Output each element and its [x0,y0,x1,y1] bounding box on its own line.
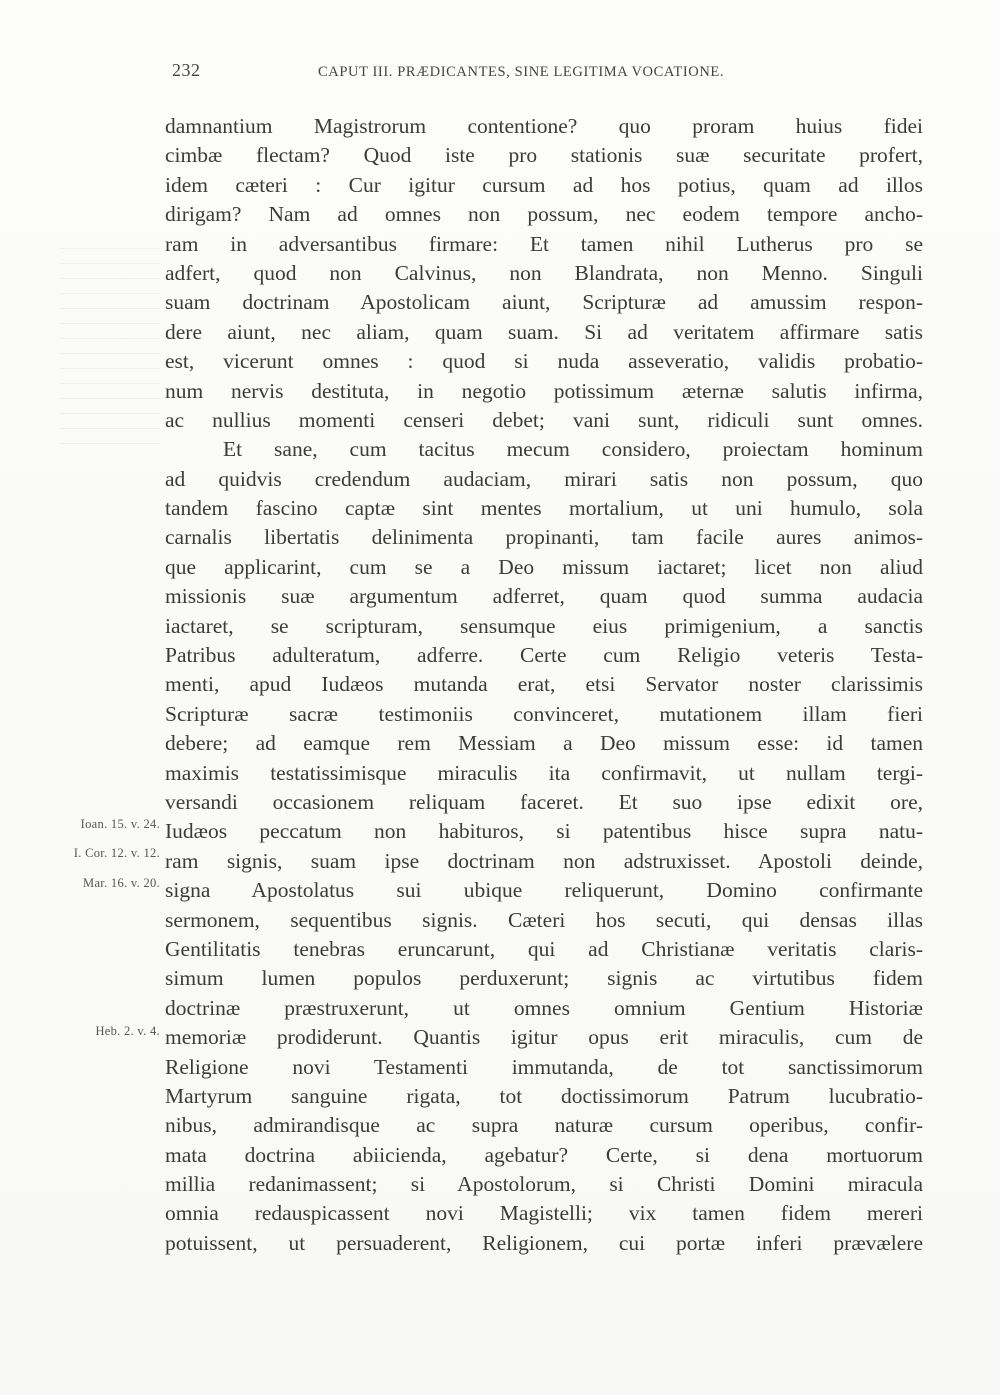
text-line: ac nullius momenti censeri debet; vani sunt, ridiculi sunt omnes. [165,407,923,432]
text-line: dirigam? Nam ad omnes non possum, nec eodem tempore ancho- [165,202,923,227]
margin-note-reference: Heb. 2. v. 4. [95,1024,160,1038]
text-line: maximis testatissimisque miraculis ita confirmavit, ut nullam tergi- [165,760,923,785]
text-line: nibus, admirandisque ac supra naturæ cursum operibus, confir- [165,1113,923,1138]
text-line: millia redanimassent; si Apostolorum, si Christi Domini miracula [165,1172,923,1197]
text-line: damnantium Magistrorum contentione? quo proram huius fidei [165,114,923,138]
margin-note-reference: Ioan. 15. v. 24. [80,817,160,831]
text-line: cimbæ flectam? Quod iste pro stationis suæ securitate profert, [165,143,923,168]
text-line: num nervis destituta, in negotio potissimum æternæ salutis infirma, [165,378,923,403]
text-line: Iudæos peccatum non habituros, si patentibus hisce supra natu- [165,819,923,844]
text-line: omnia redauspicassent novi Magistelli; vix tamen fidem mereri [165,1201,923,1226]
text-line: suam doctrinam Apostolicam aiunt, Scripturæ ad amussim respon- [165,290,923,315]
text-line: doctrinæ præstruxerunt, ut omnes omnium Gentium Historiæ [165,995,923,1020]
margin-note-reference: Mar. 16. v. 20. [83,876,160,890]
text-line: Religione novi Testamenti immutanda, de tot sanctissimorum [165,1054,923,1079]
text-line: ram signis, suam ipse doctrinam non adstruxisset. Apostoli deinde, [165,848,923,873]
text-line: signa Apostolatus sui ubique reliquerunt, Domino confirmante [165,878,923,903]
text-line: potuissent, ut persuaderent, Religionem, cui portæ inferi prævælere [165,1230,923,1255]
text-line: sermonem, sequentibus signis. Cæteri hos secuti, qui densas illas [165,907,923,932]
running-head: CAPUT III. PRÆDICANTES, SINE LEGITIMA VOCATIONE. [318,64,725,80]
text-line: que applicarint, cum se a Deo missum iactaret; licet non aliud [165,554,923,579]
body-text [165,112,923,1258]
text-line: idem cæteri : Cur igitur cursum ad hos potius, quam ad illos [165,172,923,197]
show-through-text [60,240,160,450]
text-line: debere; ad eamque rem Messiam a Deo missum esse: id tamen [165,731,923,756]
page-header [172,60,932,90]
text-line: dere aiunt, nec aliam, quam suam. Si ad veritatem affirmare satis [165,319,923,344]
text-line: iactaret, se scripturam, sensumque eius primigenium, a sanctis [165,613,923,638]
text-line: versandi occasionem reliquam faceret. Et suo ipse edixit ore, [165,789,923,814]
text-line: Martyrum sanguine rigata, tot doctissimorum Patrum lucubratio- [165,1083,923,1108]
page-number: 232 [172,60,201,80]
text-line: missionis suæ argumentum adferret, quam quod summa audacia [165,584,923,609]
text-line: est, vicerunt omnes : quod si nuda asseveratio, validis probatio- [165,349,923,374]
text-line: ram in adversantibus firmare: Et tamen nihil Lutherus pro se [165,231,923,256]
text-line: Patribus adulteratum, adferre. Certe cum Religio veteris Testa- [165,643,923,668]
text-line: carnalis libertatis delinimenta propinanti, tam facile aures animos- [165,525,923,550]
text-line-paragraph-start: Et sane, cum tacitus mecum considero, proiectam hominum [223,437,923,462]
text-line: tandem fascino captæ sint mentes mortalium, ut uni humulo, sola [165,496,923,521]
text-line: Gentilitatis tenebras eruncarunt, qui ad Christianæ veritatis claris- [165,936,923,961]
text-line: simum lumen populos perduxerunt; signis ac virtutibus fidem [165,966,923,991]
text-line: Scripturæ sacræ testimoniis convinceret, mutationem illam fieri [165,701,923,726]
text-line: menti, apud Iudæos mutanda erat, etsi Servator noster clarissimis [165,672,923,697]
margin-note-reference: I. Cor. 12. v. 12. [73,846,160,860]
text-line: adfert, quod non Calvinus, non Blandrata, non Menno. Singuli [165,260,923,285]
text-line: memoriæ prodiderunt. Quantis igitur opus erit miraculis, cum de [165,1025,923,1050]
text-line: ad quidvis credendum audaciam, mirari satis non possum, quo [165,466,923,491]
text-line: mata doctrina abiicienda, agebatur? Certe, si dena mortuorum [165,1142,923,1167]
